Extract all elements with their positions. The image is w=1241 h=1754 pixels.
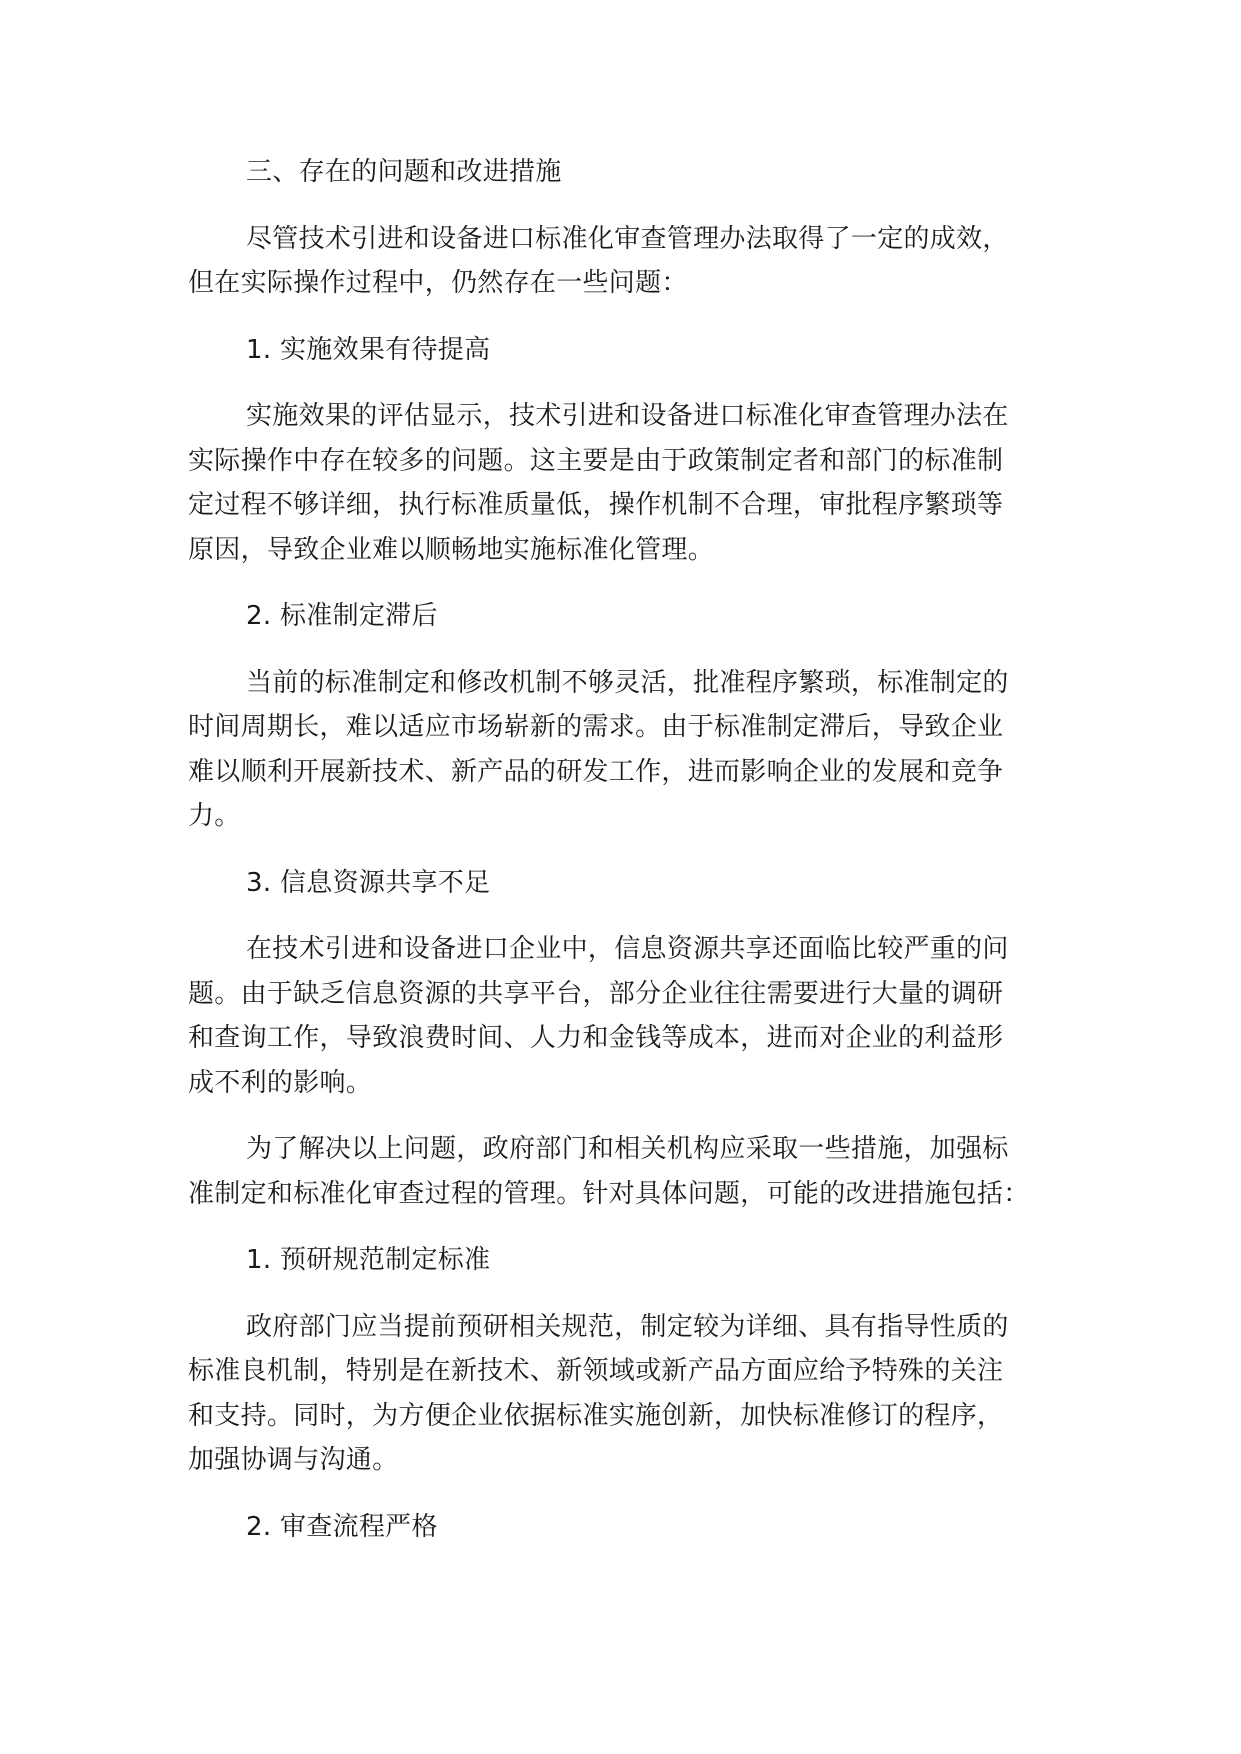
problem1-paragraph (188, 394, 1088, 572)
paragraph-line: 实施效果的评估显示，技术引进和设备进口标准化审查管理办法在 (246, 401, 1009, 431)
paragraph-line: 难以顺利开展新技术、新产品的研发工作，进而影响企业的发展和竞争 (188, 756, 1004, 787)
paragraph-line: 标准良机制，特别是在新技术、新领域或新产品方面应给予特殊的关注 (188, 1356, 1004, 1386)
paragraph-line: 当前的标准制定和修改机制不够灵活，批准程序繁琐，标准制定的 (246, 667, 1009, 698)
paragraph-line: 在技术引进和设备进口企业中，信息资源共享还面临比较严重的问 (246, 934, 1009, 964)
problem3-paragraph (188, 927, 1088, 1105)
paragraph-line: 和查询工作，导致浪费时间、人力和金钱等成本，进而对企业的利益形 (188, 1023, 1004, 1053)
paragraph-line: 力。 (188, 801, 241, 831)
measure1-heading: 1. 预研规范制定标准 (246, 1245, 491, 1275)
intro-paragraph (188, 217, 1088, 306)
problem3-heading: 3. 信息资源共享不足 (246, 867, 491, 898)
measure2-heading: 2. 审查流程严格 (246, 1511, 438, 1542)
paragraph-line: 准制定和标准化审查过程的管理。针对具体问题，可能的改进措施包括： (188, 1178, 1030, 1209)
measures-intro-paragraph (188, 1127, 1088, 1216)
paragraph-line: 但在实际操作过程中，仍然存在一些问题： (188, 268, 688, 298)
paragraph-line: 和支持。同时，为方便企业依据标准实施创新，加快标准修订的程序， (188, 1400, 1004, 1431)
document-page (188, 150, 1088, 1571)
paragraph-line: 尽管技术引进和设备进口标准化审查管理办法取得了一定的成效， (246, 223, 1009, 254)
paragraph-line: 定过程不够详细，执行标准质量低，操作机制不合理，审批程序繁琐等 (188, 490, 1004, 520)
measure1-paragraph (188, 1305, 1088, 1483)
problem2-heading: 2. 标准制定滞后 (246, 601, 438, 631)
paragraph-line: 题。由于缺乏信息资源的共享平台，部分企业往往需要进行大量的调研 (188, 978, 1004, 1009)
problem2-paragraph (188, 661, 1088, 839)
paragraph-line: 为了解决以上问题，政府部门和相关机构应采取一些措施，加强标 (246, 1134, 1009, 1164)
paragraph-line: 时间周期长，难以适应市场崭新的需求。由于标准制定滞后，导致企业 (188, 712, 1004, 742)
paragraph-line: 实际操作中存在较多的问题。这主要是由于政策制定者和部门的标准制 (188, 445, 1004, 476)
section-title: 三、存在的问题和改进措施 (246, 157, 562, 187)
paragraph-line: 加强协调与沟通。 (188, 1445, 399, 1475)
paragraph-line: 政府部门应当提前预研相关规范，制定较为详细、具有指导性质的 (246, 1311, 1009, 1342)
paragraph-line: 成不利的影响。 (188, 1067, 373, 1098)
paragraph-line: 原因，导致企业难以顺畅地实施标准化管理。 (188, 534, 715, 565)
problem1-heading: 1. 实施效果有待提高 (246, 334, 491, 365)
